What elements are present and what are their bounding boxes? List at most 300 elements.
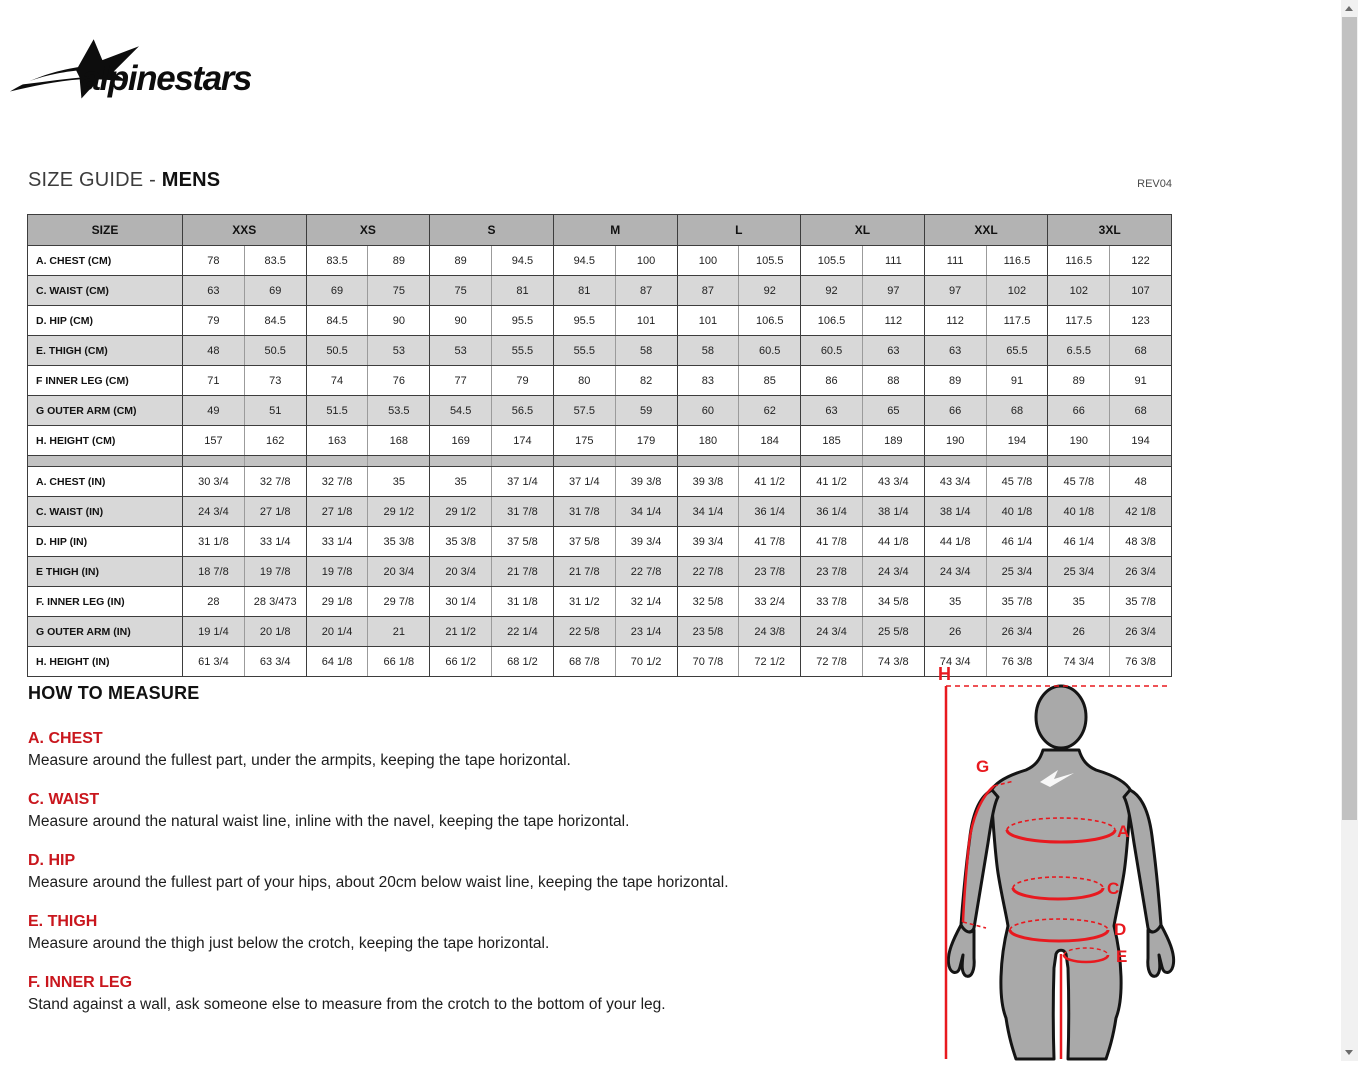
table-cell: 46 1/4 — [1048, 527, 1110, 557]
table-cell: 44 1/8 — [924, 527, 986, 557]
table-cell: 60.5 — [801, 336, 863, 366]
table-cell: 42 1/8 — [1110, 497, 1172, 527]
table-cell: 175 — [553, 426, 615, 456]
table-cell: 83.5 — [306, 246, 368, 276]
table-cell: 31 1/2 — [553, 587, 615, 617]
label-hip: D — [1114, 920, 1127, 939]
table-cell: 28 — [183, 587, 245, 617]
table-cell: 70 1/2 — [615, 647, 677, 677]
table-cell: 101 — [615, 306, 677, 336]
table-cell: 21 7/8 — [492, 557, 554, 587]
measure-section — [28, 791, 908, 831]
table-cell: 51 — [244, 396, 306, 426]
table-cell: 66 1/8 — [368, 647, 430, 677]
table-row — [28, 557, 1172, 587]
table-cell: 34 1/4 — [615, 497, 677, 527]
table-cell: 95.5 — [553, 306, 615, 336]
row-label: E THIGH (IN) — [28, 557, 183, 587]
table-cell: 194 — [1110, 426, 1172, 456]
table-cell: 31 7/8 — [492, 497, 554, 527]
table-cell: 87 — [677, 276, 739, 306]
table-cell: 105.5 — [739, 246, 801, 276]
table-cell: 106.5 — [801, 306, 863, 336]
table-cell: 190 — [1048, 426, 1110, 456]
measure-section-text: Measure around the fullest part, under the armpits, keeping the tape horizontal. — [28, 752, 571, 769]
table-cell: 35 — [430, 467, 492, 497]
table-row — [28, 366, 1172, 396]
table-cell: 69 — [244, 276, 306, 306]
table-cell: 29 1/2 — [368, 497, 430, 527]
table-cell: 116.5 — [986, 246, 1048, 276]
table-cell: 34 1/4 — [677, 497, 739, 527]
table-cell: 32 7/8 — [306, 467, 368, 497]
table-cell: 43 3/4 — [862, 467, 924, 497]
table-cell: 23 7/8 — [739, 557, 801, 587]
measurement-diagram — [928, 658, 1182, 1061]
size-column-header: SIZE — [28, 215, 183, 246]
measure-section — [28, 852, 908, 892]
table-cell: 75 — [368, 276, 430, 306]
table-cell: 65.5 — [986, 336, 1048, 366]
table-cell: 100 — [677, 246, 739, 276]
table-cell: 74 3/4 — [1048, 647, 1110, 677]
table-cell: 24 3/8 — [739, 617, 801, 647]
table-cell: 73 — [244, 366, 306, 396]
table-cell: 89 — [1048, 366, 1110, 396]
table-cell: 87 — [615, 276, 677, 306]
table-cell: 111 — [924, 246, 986, 276]
table-cell: 36 1/4 — [801, 497, 863, 527]
table-cell: 18 7/8 — [183, 557, 245, 587]
table-cell: 91 — [986, 366, 1048, 396]
table-cell: 84.5 — [306, 306, 368, 336]
table-cell: 55.5 — [492, 336, 554, 366]
table-cell: 58 — [677, 336, 739, 366]
table-cell: 169 — [430, 426, 492, 456]
table-cell: 157 — [183, 426, 245, 456]
table-row — [28, 306, 1172, 336]
table-cell: 102 — [1048, 276, 1110, 306]
table-row — [28, 336, 1172, 366]
table-cell: 38 1/4 — [924, 497, 986, 527]
table-cell: 35 7/8 — [986, 587, 1048, 617]
table-cell: 41 7/8 — [739, 527, 801, 557]
table-cell: 58 — [615, 336, 677, 366]
table-cell: 72 1/2 — [739, 647, 801, 677]
table-cell: 94.5 — [492, 246, 554, 276]
table-cell: 168 — [368, 426, 430, 456]
table-cell: 29 1/2 — [430, 497, 492, 527]
table-cell: 74 — [306, 366, 368, 396]
table-cell: 174 — [492, 426, 554, 456]
table-cell: 49 — [183, 396, 245, 426]
table-cell: 26 3/4 — [1110, 557, 1172, 587]
table-cell: 107 — [1110, 276, 1172, 306]
htm-sections — [28, 730, 908, 1014]
table-cell: 92 — [801, 276, 863, 306]
table-cell: 36 1/4 — [739, 497, 801, 527]
how-to-measure-title: HOW TO MEASURE — [28, 683, 200, 703]
table-cell: 185 — [801, 426, 863, 456]
how-to-measure — [28, 683, 908, 1035]
scroll-up-button[interactable] — [1341, 0, 1358, 17]
table-cell: 117.5 — [986, 306, 1048, 336]
size-table — [27, 214, 1172, 677]
table-row — [28, 246, 1172, 276]
table-cell: 31 7/8 — [553, 497, 615, 527]
table-cell: 85 — [739, 366, 801, 396]
table-cell: 22 7/8 — [615, 557, 677, 587]
table-cell: 82 — [615, 366, 677, 396]
row-label: A. CHEST (CM) — [28, 246, 183, 276]
table-cell: 27 1/8 — [244, 497, 306, 527]
table-cell: 80 — [553, 366, 615, 396]
table-cell: 116.5 — [1048, 246, 1110, 276]
table-cell: 68 1/2 — [492, 647, 554, 677]
label-chest: A — [1117, 822, 1130, 841]
table-cell: 59 — [615, 396, 677, 426]
table-cell: 26 — [1048, 617, 1110, 647]
measure-section-heading: E. THIGH — [28, 913, 98, 930]
table-cell: 35 7/8 — [1110, 587, 1172, 617]
table-cell: 25 5/8 — [862, 617, 924, 647]
table-cell: 74 3/4 — [924, 647, 986, 677]
label-height: H — [938, 664, 951, 684]
table-row — [28, 276, 1172, 306]
table-cell: 106.5 — [739, 306, 801, 336]
row-label: G OUTER ARM (IN) — [28, 617, 183, 647]
table-cell: 54.5 — [430, 396, 492, 426]
table-cell: 44 1/8 — [862, 527, 924, 557]
table-cell: 19 7/8 — [306, 557, 368, 587]
table-cell: 41 1/2 — [801, 467, 863, 497]
label-outer-arm: G — [976, 757, 990, 776]
table-cell: 21 1/2 — [430, 617, 492, 647]
table-cell: 35 — [368, 467, 430, 497]
table-cell: 45 7/8 — [986, 467, 1048, 497]
table-cell: 24 3/4 — [801, 617, 863, 647]
table-cell: 184 — [739, 426, 801, 456]
table-cell: 66 1/2 — [430, 647, 492, 677]
table-cell: 39 3/4 — [615, 527, 677, 557]
measure-section — [28, 913, 908, 953]
revision-label: REV04 — [1137, 178, 1172, 190]
table-cell: 180 — [677, 426, 739, 456]
table-cell: 25 3/4 — [986, 557, 1048, 587]
measure-section-text: Stand against a wall, ask someone else to measure from the crotch to the bottom of your leg. — [28, 996, 666, 1013]
table-cell: 24 3/4 — [183, 497, 245, 527]
measure-section-text: Measure around the natural waist line, inline with the navel, keeping the tape horizontal. — [28, 813, 630, 830]
row-label: H. HEIGHT (CM) — [28, 426, 183, 456]
table-cell: 89 — [368, 246, 430, 276]
label-waist: C — [1107, 879, 1120, 898]
table-cell: 31 1/8 — [492, 587, 554, 617]
row-label: E. THIGH (CM) — [28, 336, 183, 366]
table-cell: 19 7/8 — [244, 557, 306, 587]
table-cell: 33 7/8 — [801, 587, 863, 617]
size-header: XS — [306, 215, 430, 246]
table-cell: 81 — [553, 276, 615, 306]
table-cell: 89 — [430, 246, 492, 276]
label-thigh: E — [1116, 947, 1128, 966]
table-cell: 60 — [677, 396, 739, 426]
table-cell: 26 3/4 — [986, 617, 1048, 647]
table-cell: 61 3/4 — [183, 647, 245, 677]
table-cell: 37 1/4 — [492, 467, 554, 497]
table-cell: 68 — [986, 396, 1048, 426]
table-row — [28, 497, 1172, 527]
table-row — [28, 587, 1172, 617]
table-cell: 76 3/8 — [1110, 647, 1172, 677]
table-cell: 38 1/4 — [862, 497, 924, 527]
table-cell: 163 — [306, 426, 368, 456]
table-cell: 43 3/4 — [924, 467, 986, 497]
table-cell: 20 3/4 — [430, 557, 492, 587]
row-label: G OUTER ARM (CM) — [28, 396, 183, 426]
table-cell: 97 — [862, 276, 924, 306]
table-cell: 41 7/8 — [801, 527, 863, 557]
table-cell: 26 — [924, 617, 986, 647]
table-cell: 70 7/8 — [677, 647, 739, 677]
size-header: L — [677, 215, 801, 246]
table-cell: 33 1/4 — [306, 527, 368, 557]
size-header: XXS — [183, 215, 307, 246]
measure-section — [28, 974, 908, 1014]
measure-section-heading: D. HIP — [28, 852, 76, 869]
table-cell: 35 3/8 — [368, 527, 430, 557]
scroll-down-icon — [1345, 1050, 1353, 1055]
size-header: XL — [801, 215, 925, 246]
table-cell: 66 — [924, 396, 986, 426]
table-cell: 55.5 — [553, 336, 615, 366]
row-label: F INNER LEG (CM) — [28, 366, 183, 396]
table-cell: 76 3/8 — [986, 647, 1048, 677]
table-cell: 45 7/8 — [1048, 467, 1110, 497]
scroll-up-icon — [1345, 6, 1353, 11]
table-cell: 23 5/8 — [677, 617, 739, 647]
vertical-scrollbar[interactable] — [1341, 0, 1358, 1061]
table-cell: 31 1/8 — [183, 527, 245, 557]
table-cell: 39 3/8 — [677, 467, 739, 497]
table-cell: 32 7/8 — [244, 467, 306, 497]
row-label: D. HIP (IN) — [28, 527, 183, 557]
table-cell: 194 — [986, 426, 1048, 456]
table-cell: 6.5.5 — [1048, 336, 1110, 366]
table-cell: 50.5 — [306, 336, 368, 366]
measure-section-heading: A. CHEST — [28, 730, 103, 747]
table-cell: 48 — [183, 336, 245, 366]
row-label: D. HIP (CM) — [28, 306, 183, 336]
table-cell: 32 5/8 — [677, 587, 739, 617]
table-cell: 71 — [183, 366, 245, 396]
table-cell: 48 3/8 — [1110, 527, 1172, 557]
row-label: H. HEIGHT (IN) — [28, 647, 183, 677]
scrollbar-thumb[interactable] — [1342, 17, 1357, 820]
table-cell: 22 7/8 — [677, 557, 739, 587]
table-cell: 189 — [862, 426, 924, 456]
table-cell: 22 1/4 — [492, 617, 554, 647]
table-cell: 19 1/4 — [183, 617, 245, 647]
table-cell: 63 — [862, 336, 924, 366]
table-cell: 48 — [1110, 467, 1172, 497]
table-cell: 65 — [862, 396, 924, 426]
size-header: XXL — [924, 215, 1048, 246]
table-cell: 60.5 — [739, 336, 801, 366]
table-cell: 83.5 — [244, 246, 306, 276]
table-cell: 66 — [1048, 396, 1110, 426]
table-cell: 68 7/8 — [553, 647, 615, 677]
logo-wordmark: alpinestars — [81, 58, 252, 98]
table-cell: 24 3/4 — [924, 557, 986, 587]
table-cell: 64 1/8 — [306, 647, 368, 677]
table-cell: 117.5 — [1048, 306, 1110, 336]
table-cell: 123 — [1110, 306, 1172, 336]
table-cell: 69 — [306, 276, 368, 306]
table-cell: 51.5 — [306, 396, 368, 426]
table-cell: 40 1/8 — [1048, 497, 1110, 527]
table-cell: 63 3/4 — [244, 647, 306, 677]
table-cell: 90 — [430, 306, 492, 336]
table-cell: 62 — [739, 396, 801, 426]
table-row — [28, 426, 1172, 456]
table-cell: 25 3/4 — [1048, 557, 1110, 587]
table-cell: 122 — [1110, 246, 1172, 276]
table-cell: 46 1/4 — [986, 527, 1048, 557]
alpinestars-logo — [8, 34, 270, 102]
table-cell: 26 3/4 — [1110, 617, 1172, 647]
page-title-prefix: SIZE GUIDE - — [28, 169, 162, 191]
table-cell: 22 5/8 — [553, 617, 615, 647]
table-cell: 179 — [615, 426, 677, 456]
table-cell: 68 — [1110, 336, 1172, 366]
table-cell: 39 3/8 — [615, 467, 677, 497]
table-cell: 40 1/8 — [986, 497, 1048, 527]
table-cell: 90 — [368, 306, 430, 336]
table-cell: 57.5 — [553, 396, 615, 426]
table-cell: 37 5/8 — [492, 527, 554, 557]
table-cell: 68 — [1110, 396, 1172, 426]
row-label: C. WAIST (IN) — [28, 497, 183, 527]
table-cell: 84.5 — [244, 306, 306, 336]
table-cell: 29 7/8 — [368, 587, 430, 617]
table-row — [28, 617, 1172, 647]
section-divider-row — [28, 456, 1172, 467]
table-cell: 105.5 — [801, 246, 863, 276]
table-cell: 75 — [430, 276, 492, 306]
measure-section-text: Measure around the fullest part of your hips, about 20cm below waist line, keeping the tape horizontal. — [28, 874, 729, 891]
table-cell: 28 3/473 — [244, 587, 306, 617]
alpinestars-star-icon — [8, 34, 270, 102]
table-cell: 81 — [492, 276, 554, 306]
table-cell: 20 3/4 — [368, 557, 430, 587]
table-cell: 21 7/8 — [553, 557, 615, 587]
table-cell: 63 — [801, 396, 863, 426]
table-row — [28, 527, 1172, 557]
row-label: A. CHEST (IN) — [28, 467, 183, 497]
table-cell: 24 3/4 — [862, 557, 924, 587]
table-cell: 86 — [801, 366, 863, 396]
table-cell: 97 — [924, 276, 986, 306]
row-label: C. WAIST (CM) — [28, 276, 183, 306]
table-cell: 33 1/4 — [244, 527, 306, 557]
measure-section-text: Measure around the thigh just below the crotch, keeping the tape horizontal. — [28, 935, 550, 952]
size-table-wrap — [27, 214, 1172, 677]
table-cell: 78 — [183, 246, 245, 276]
table-header-row — [28, 215, 1172, 246]
table-cell: 72 7/8 — [801, 647, 863, 677]
table-cell: 83 — [677, 366, 739, 396]
table-cell: 56.5 — [492, 396, 554, 426]
table-cell: 37 5/8 — [553, 527, 615, 557]
table-cell: 20 1/4 — [306, 617, 368, 647]
table-cell: 91 — [1110, 366, 1172, 396]
size-header: S — [430, 215, 554, 246]
table-cell: 162 — [244, 426, 306, 456]
table-cell: 190 — [924, 426, 986, 456]
table-cell: 92 — [739, 276, 801, 306]
table-cell: 35 3/8 — [430, 527, 492, 557]
table-cell: 30 3/4 — [183, 467, 245, 497]
measure-section-heading: F. INNER LEG — [28, 974, 133, 991]
row-label: F. INNER LEG (IN) — [28, 587, 183, 617]
table-cell: 79 — [492, 366, 554, 396]
size-header: 3XL — [1048, 215, 1172, 246]
table-cell: 111 — [862, 246, 924, 276]
table-row — [28, 396, 1172, 426]
table-cell: 101 — [677, 306, 739, 336]
table-cell: 76 — [368, 366, 430, 396]
scroll-down-button[interactable] — [1341, 1044, 1358, 1061]
page-title-gender: MENS — [161, 169, 221, 191]
table-row — [28, 467, 1172, 497]
table-cell: 95.5 — [492, 306, 554, 336]
table-cell: 100 — [615, 246, 677, 276]
table-cell: 37 1/4 — [553, 467, 615, 497]
table-cell: 34 5/8 — [862, 587, 924, 617]
table-cell: 53.5 — [368, 396, 430, 426]
table-cell: 35 — [1048, 587, 1110, 617]
table-cell: 89 — [924, 366, 986, 396]
table-cell: 79 — [183, 306, 245, 336]
table-cell: 53 — [368, 336, 430, 366]
table-cell: 112 — [862, 306, 924, 336]
table-cell: 50.5 — [244, 336, 306, 366]
table-cell: 63 — [183, 276, 245, 306]
body-figure-illustration — [928, 658, 1182, 1061]
table-cell: 53 — [430, 336, 492, 366]
table-cell: 39 3/4 — [677, 527, 739, 557]
table-cell: 94.5 — [553, 246, 615, 276]
table-cell: 21 — [368, 617, 430, 647]
table-cell: 23 7/8 — [801, 557, 863, 587]
table-cell: 30 1/4 — [430, 587, 492, 617]
size-header: M — [553, 215, 677, 246]
table-cell: 33 2/4 — [739, 587, 801, 617]
table-cell: 41 1/2 — [739, 467, 801, 497]
table-cell: 32 1/4 — [615, 587, 677, 617]
table-cell: 29 1/8 — [306, 587, 368, 617]
table-cell: 27 1/8 — [306, 497, 368, 527]
table-cell: 20 1/8 — [244, 617, 306, 647]
table-cell: 63 — [924, 336, 986, 366]
table-cell: 112 — [924, 306, 986, 336]
measure-section-heading: C. WAIST — [28, 791, 100, 808]
table-cell: 23 1/4 — [615, 617, 677, 647]
table-cell: 102 — [986, 276, 1048, 306]
table-cell: 88 — [862, 366, 924, 396]
table-cell: 74 3/8 — [862, 647, 924, 677]
measure-section — [28, 730, 908, 770]
